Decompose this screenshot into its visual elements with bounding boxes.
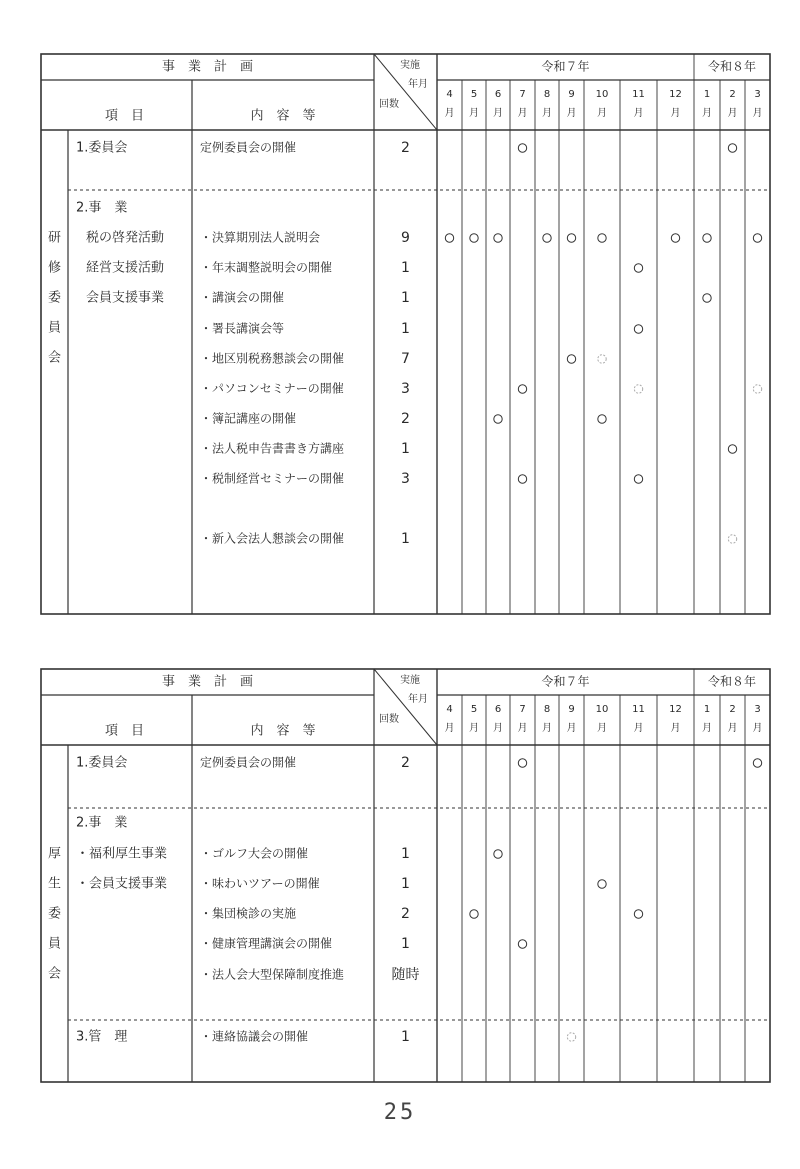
row-count: 1 [401,260,410,276]
committee-name-char: 員 [47,936,62,952]
month-number: 5 [470,89,478,100]
schedule-mark [518,940,526,948]
month-unit: 月 [597,108,607,119]
row-count: 7 [401,351,410,367]
month-number: 6 [494,89,502,100]
month-unit: 月 [542,108,552,119]
schedule-mark [703,234,711,242]
committee-name-char: 生 [47,876,62,892]
month-unit: 月 [517,723,528,734]
month-number: 9 [568,89,575,100]
row-count: 3 [401,381,410,397]
column-header-item: 項 目 [104,108,145,124]
schedule-mark [634,325,642,333]
row-content: ・簿記講座の開催 [200,411,297,426]
row-content: ・署長講演会等 [200,321,285,336]
month-unit: 月 [517,108,528,119]
month-unit: 月 [633,108,644,119]
page-number: 25 [383,1100,417,1125]
schedule-mark [494,415,502,423]
month-number: 11 [632,704,645,715]
month-number: 7 [519,89,526,100]
schedule-mark [671,234,679,242]
committee-name-char: 委 [47,906,62,922]
row-count: 9 [401,230,410,246]
month-number: 12 [669,89,682,100]
schedule-mark-faint [634,385,642,393]
row-content: ・ゴルフ大会の開催 [200,846,309,861]
row-count: 1 [401,441,410,457]
schedule-mark [598,415,606,423]
row-content: 定例委員会の開催 [200,755,297,770]
row-content: ・法人税申告書書き方講座 [200,441,345,456]
header-jisshi: 実施 [400,675,420,686]
schedule-mark [518,385,526,393]
month-number: 11 [632,89,645,100]
schedule-mark [634,475,642,483]
era-label-r7: 令和７年 [541,59,590,74]
row-content: ・健康管理講演会の開催 [200,936,333,951]
month-number: 2 [729,89,736,100]
month-number: 10 [595,704,609,715]
schedule-mark [543,234,551,242]
schedule-mark [634,264,642,272]
month-unit: 月 [566,723,577,734]
month-number: 8 [543,89,551,100]
row-count: 2 [401,140,410,156]
month-unit: 月 [597,723,607,734]
month-number: 8 [543,704,551,715]
column-header-content: 内 容 等 [250,108,316,124]
committee-name-char: 研 [47,230,62,246]
month-number: 6 [494,704,502,715]
schedule-mark [518,475,526,483]
committee-name-char: 会 [47,966,62,982]
month-number: 4 [446,704,453,715]
month-number: 1 [703,89,711,100]
row-item: 2.事 業 [76,815,128,831]
schedule-mark [728,445,736,453]
committee-name-char: 修 [47,260,62,276]
plan-title: 事 業 計 画 [161,674,254,690]
schedule-mark [494,850,502,858]
month-unit: 月 [469,723,479,734]
header-nengetsu: 年月 [408,79,428,90]
month-number: 9 [568,704,575,715]
schedule-mark [703,294,711,302]
schedule-mark [470,234,478,242]
row-content: ・集団検診の実施 [200,906,297,921]
schedule-mark [445,234,453,242]
row-count: 1 [401,876,410,892]
month-unit: 月 [702,723,712,734]
month-number: 2 [729,704,736,715]
schedule-mark [728,144,736,152]
month-unit: 月 [727,723,738,734]
row-content: ・税制経営セミナーの開催 [200,471,345,486]
row-count: 1 [401,290,410,306]
row-item: 経営支援活動 [86,260,165,276]
schedule-mark [753,759,761,767]
schedule-mark [567,234,575,242]
month-number: 10 [595,89,609,100]
month-unit: 月 [752,723,763,734]
schedule-mark [598,880,606,888]
era-label-r7: 令和７年 [541,674,590,689]
row-content: 定例委員会の開催 [200,140,297,155]
committee-name-char: 員 [47,320,62,336]
month-unit: 月 [444,723,455,734]
header-nengetsu: 年月 [408,694,428,705]
month-unit: 月 [633,723,644,734]
column-header-content: 内 容 等 [250,723,316,739]
row-count: 1 [401,846,410,862]
row-content: ・講演会の開催 [200,290,285,305]
schedule-mark-faint [598,355,606,363]
row-content: ・パソコンセミナーの開催 [200,381,344,396]
row-count: 2 [401,755,410,771]
schedule-mark [518,759,526,767]
committee-name-char: 厚 [47,846,62,862]
month-unit: 月 [670,108,681,119]
month-unit: 月 [702,108,712,119]
schedule-mark [567,355,575,363]
row-content: ・決算期別法人説明会 [200,230,321,245]
row-count: 1 [401,531,410,547]
month-unit: 月 [566,108,577,119]
row-item: 1.委員会 [76,140,128,156]
row-item: 1.委員会 [76,755,128,771]
month-unit: 月 [727,108,738,119]
row-count: 2 [401,411,410,427]
schedule-mark [494,234,502,242]
month-number: 1 [703,704,711,715]
month-number: 4 [446,89,453,100]
schedule-mark-faint [567,1033,575,1041]
committee-name-char: 委 [47,290,62,306]
month-unit: 月 [752,108,763,119]
month-number: 12 [669,704,682,715]
schedule-mark-faint [753,385,761,393]
month-number: 5 [470,704,478,715]
schedule-mark-faint [728,535,736,543]
schedule-mark [753,234,761,242]
row-item: ・会員支援事業 [76,876,168,892]
row-count: 1 [401,936,410,952]
schedule-mark [518,144,526,152]
plan-title: 事 業 計 画 [161,59,254,75]
header-kaisu: 回数 [379,99,399,110]
month-unit: 月 [493,108,503,119]
committee-name-char: 会 [47,350,62,366]
row-item: 2.事 業 [76,200,128,216]
row-count: 3 [401,471,410,487]
month-unit: 月 [542,723,552,734]
era-label-r8: 令和８年 [707,674,757,689]
row-content: ・法人会大型保障制度推進 [200,967,345,982]
row-content: ・連絡協議会の開催 [200,1029,309,1044]
row-content: ・地区別税務懇談会の開催 [200,351,345,366]
row-content: ・年末調整説明会の開催 [200,260,333,275]
row-item: 会員支援事業 [86,290,165,306]
row-count: 随時 [391,967,420,983]
month-unit: 月 [493,723,503,734]
row-count: 2 [401,906,410,922]
row-item: 3.管 理 [76,1029,128,1045]
row-count: 1 [401,1029,410,1045]
row-content: ・味わいツアーの開催 [200,876,320,891]
month-number: 3 [754,704,761,715]
month-unit: 月 [444,108,455,119]
row-item: ・福利厚生事業 [76,846,168,862]
month-unit: 月 [670,723,681,734]
month-number: 7 [519,704,526,715]
schedule-mark [470,910,478,918]
era-label-r8: 令和８年 [707,59,757,74]
row-item: 税の啓発活動 [86,230,165,246]
header-kaisu: 回数 [379,714,399,725]
month-unit: 月 [469,108,479,119]
month-number: 3 [754,89,761,100]
schedule-mark [634,910,642,918]
schedule-mark [598,234,606,242]
column-header-item: 項 目 [104,723,145,739]
row-content: ・新入会法人懇談会の開催 [200,531,345,546]
header-jisshi: 実施 [400,60,420,71]
row-count: 1 [401,321,410,337]
